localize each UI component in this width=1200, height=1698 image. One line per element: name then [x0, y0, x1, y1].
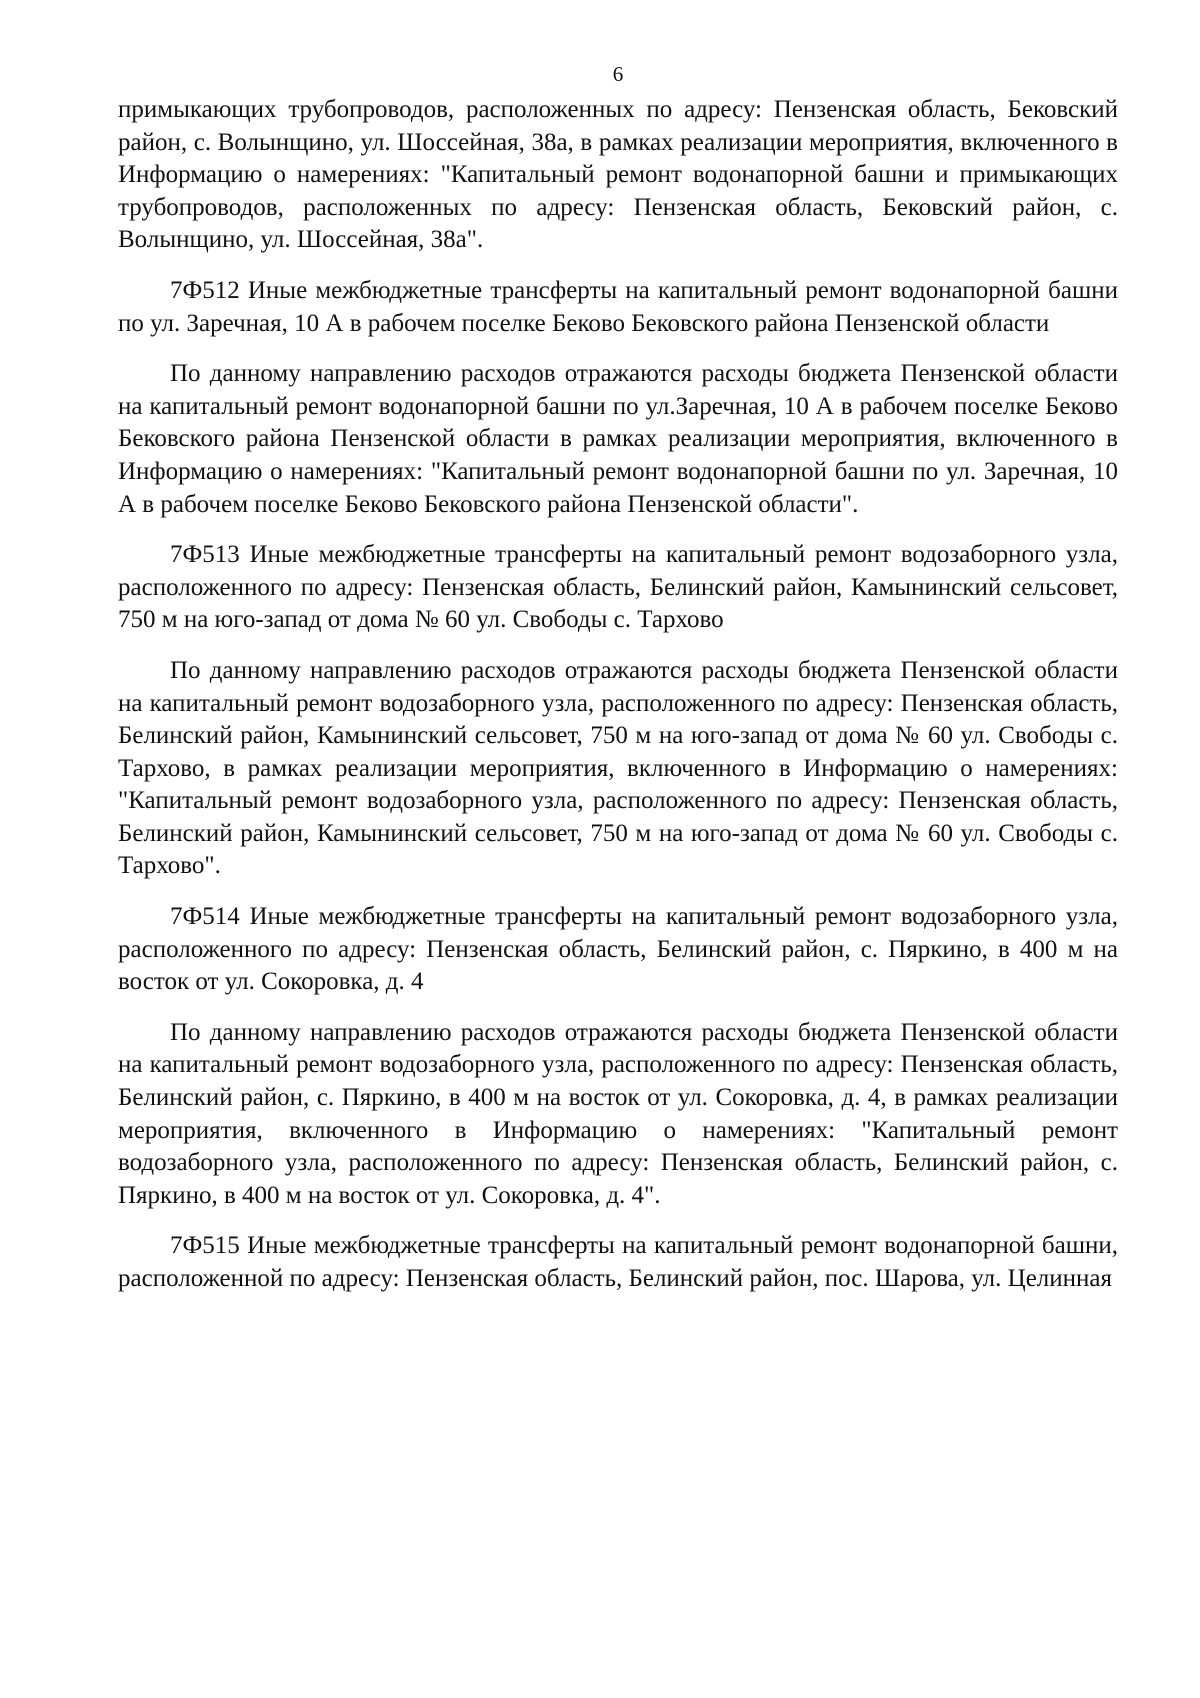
paragraph-description-7f513: По данному направлению расходов отражаются расходы бюджета Пензенской области на капитальный ремонт водозаборного узла, расположенного по адресу: Пензенская область, Белинский район, Камынинский сельсовет, 750 м на юго-запад от дома № 60 ул. Свободы с. Тархово, в рамках реализации мероприятия, включенного в Информацию о намерениях: "Капитальный ремонт водозаборного узла, расположенного по адресу: Пензенская область, Белинский район, Камынинский сельсовет, 750 м на юго-запад от дома № 60 ул. Свободы с. Тархово". — [118, 656, 1118, 880]
paragraph-description-7f514: По данному направлению расходов отражаются расходы бюджета Пензенской области на капитальный ремонт водозаборного узла, расположенного по адресу: Пензенская область, Белинский район, с. Пяркино, в 400 м на восток от ул. Сокоровка, д. 4, в рамках реализации мероприятия, включенного в Информацию о намерениях: "Капитальный ремонт водозаборного узла, расположенного по адресу: Пензенская область, Белинский район, с. Пяркино, в 400 м на восток от ул. Сокоровка, д. 4". — [118, 1018, 1118, 1209]
paragraph-heading-7f513: 7Ф513 Иные межбюджетные трансферты на капитальный ремонт водозаборного узла, расположенного по адресу: Пензенская область, Белинский район, Камынинский сельсовет, 750 м на юго-запад от дома № 60 ул. Свободы с. Тархово — [118, 541, 1118, 634]
paragraph-heading-7f512: 7Ф512 Иные межбюджетные трансферты на капитальный ремонт водонапорной башни по ул. Заречная, 10 А в рабочем поселке Беково Бековского района Пензенской области — [118, 276, 1118, 337]
paragraph-heading-7f515: 7Ф515 Иные межбюджетные трансферты на капитальный ремонт водонапорной башни, расположенной по адресу: Пензенская область, Белинский район, пос. Шарова, ул. Целинная — [118, 1232, 1118, 1292]
page-number: 6 — [612, 62, 624, 86]
paragraph-heading-7f514: 7Ф514 Иные межбюджетные трансферты на капитальный ремонт водозаборного узла, расположенного по адресу: Пензенская область, Белинский район, с. Пяркино, в 400 м на восток от ул. Сокоровка, д. 4 — [118, 903, 1118, 996]
paragraph-continuation: примыкающих трубопроводов, расположенных по адресу: Пензенская область, Бековский район, с. Волынщино, ул. Шоссейная, 38а, в рамках реализации мероприятия, включенного в Информацию о намерениях: "Капитальный ремонт водонапорной башни и примыкающих трубопроводов, расположенных по адресу: Пензенская область, Бековский район, с. Волынщино, ул. Шоссейная, 38а". — [118, 96, 1118, 254]
paragraph-description-7f512: По данному направлению расходов отражаются расходы бюджета Пензенской области на капитальный ремонт водонапорной башни по ул.Заречная, 10 А в рабочем поселке Беково Бековского района Пензенской области в рамках реализации мероприятия, включенного в Информацию о намерениях: "Капитальный ремонт водонапорной башни по ул. Заречная, 10 А в рабочем поселке Беково Бековского района Пензенской области". — [118, 360, 1118, 518]
